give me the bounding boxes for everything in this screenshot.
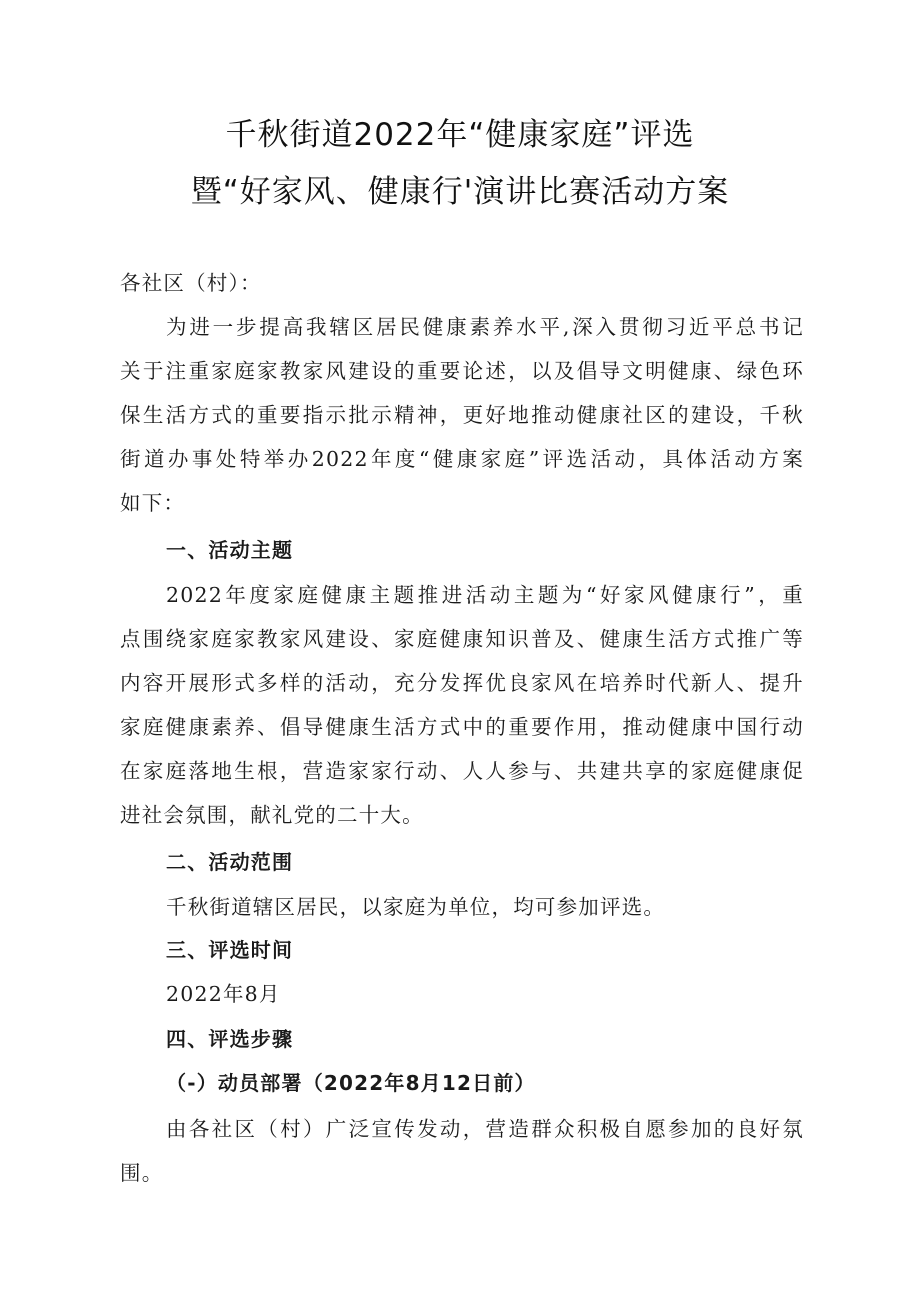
section-4-heading: 四、评选步骤 [166,1027,294,1051]
section-4-subheading-1: （-）动员部署（2022年8月12日前） [166,1071,536,1095]
section-1-line-1: 2022年度家庭健康主题推进活动主题为“好家风健康行”，重 [166,583,804,607]
section-1-line-6: 进社会氛围，献礼党的二十大。 [120,803,424,827]
intro-line-5: 如下： [120,491,186,515]
document-title-line-2: 暨“好家风、健康行'演讲比赛活动方案 [190,174,730,210]
section-1-line-3: 内容开展形式多样的活动，充分发挥优良家风在培养时代新人、提升 [120,671,804,695]
section-4-line-1: 由各社区（村）广泛宣传发动，营造群众积极自愿参加的良好氛 [166,1117,804,1141]
intro-line-2: 关于注重家庭家教家风建设的重要论述，以及倡导文明健康、绿色环 [120,359,804,383]
document-title-line-1: 千秋街道2022年“健康家庭”评选 [225,117,695,153]
section-3-text: 2022年8月 [166,982,281,1006]
intro-line-1: 为进一步提高我辖区居民健康素养水平,深入贯彻习近平总书记 [166,315,804,339]
section-2-heading: 二、活动范围 [166,850,294,874]
section-1-line-4: 家庭健康素养、倡导健康生活方式中的重要作用，推动健康中国行动 [120,715,804,739]
section-4-line-2: 围。 [120,1161,164,1185]
intro-line-3: 保生活方式的重要指示批示精神，更好地推动健康社区的建设，千秋 [120,403,804,427]
section-1-heading: 一、活动主题 [166,538,294,562]
intro-line-4: 街道办事处特举办2022年度“健康家庭”评选活动，具体活动方案 [120,447,804,471]
section-3-heading: 三、评选时间 [166,938,294,962]
salutation: 各社区（村）： [120,271,262,295]
section-1-line-2: 点围绕家庭家教家风建设、家庭健康知识普及、健康生活方式推广等 [120,627,804,651]
section-2-text: 千秋街道辖区居民，以家庭为单位，均可参加评选。 [166,895,666,919]
section-1-line-5: 在家庭落地生根，营造家家行动、人人参与、共建共享的家庭健康促 [120,759,804,783]
